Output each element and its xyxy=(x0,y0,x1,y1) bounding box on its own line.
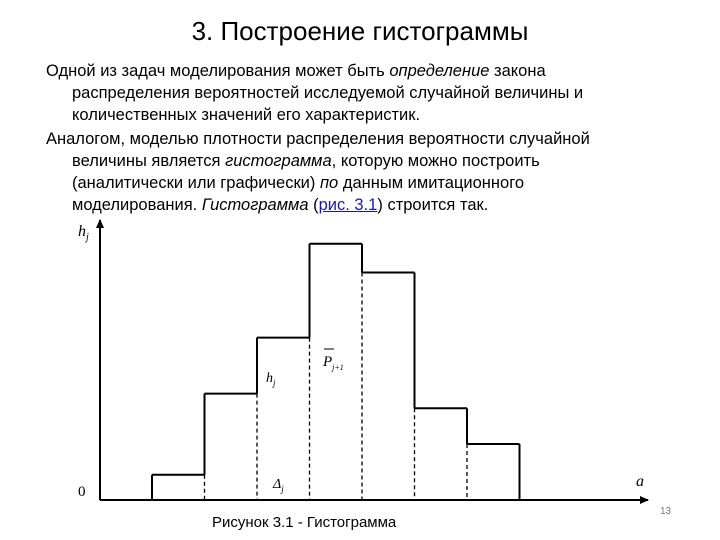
p2-text-4b: ( xyxy=(308,196,319,214)
origin-label: 0 xyxy=(78,484,86,500)
p2-emphasis-3: по xyxy=(319,174,339,192)
p2-text-3b: данным имитационного xyxy=(338,174,525,192)
p1-text-a: Одной из задач моделирования может быть xyxy=(46,62,390,80)
probability-label xyxy=(322,349,344,372)
p2-text-2a: величины является xyxy=(72,152,226,170)
p1-line-2: распределения вероятностей исследуемой случайной величины и xyxy=(72,84,584,102)
p2-emphasis-4: Гистограмма xyxy=(201,196,309,214)
paragraph-2 xyxy=(46,128,708,216)
figure-link[interactable]: рис. 3.1 xyxy=(318,196,378,214)
p1-line-1 xyxy=(46,60,708,82)
figure-caption: Рисунок 3.1 - Гистограмма xyxy=(212,514,397,531)
p2-text-2b: , которую можно построить xyxy=(331,152,540,170)
p2-line-4 xyxy=(46,194,708,216)
histogram-chart xyxy=(70,214,660,514)
p2-emphasis-2: гистограмма xyxy=(225,152,332,170)
y-axis-label: $h_j$ xyxy=(78,223,89,243)
p1-emphasis: определение xyxy=(389,62,490,80)
p1-line-3: количественных значений его характеристик. xyxy=(72,106,421,124)
paragraph-1 xyxy=(46,60,708,126)
x-axis-label: a xyxy=(636,473,644,490)
p2-line-3 xyxy=(46,172,708,194)
p1-text-b: закона xyxy=(489,62,546,80)
interval-label: $\Delta_j$ xyxy=(273,477,284,494)
p2-line-1: Аналогом, моделью плотности распределения вероятности случайной xyxy=(46,130,590,148)
p2-text-3a: (аналитически или графически) xyxy=(72,174,320,192)
page-number: 13 xyxy=(660,506,672,517)
svg-text:Pj+1: $P_{j+1}$ xyxy=(323,354,344,372)
slide-title: 3. Построение гистограммы xyxy=(191,16,529,46)
bar-height-label: $h_j$ xyxy=(266,371,276,388)
p2-line-2 xyxy=(46,150,708,172)
p2-text-4c: ) строится так. xyxy=(377,196,489,214)
p2-text-4a: моделирования. xyxy=(72,196,202,214)
